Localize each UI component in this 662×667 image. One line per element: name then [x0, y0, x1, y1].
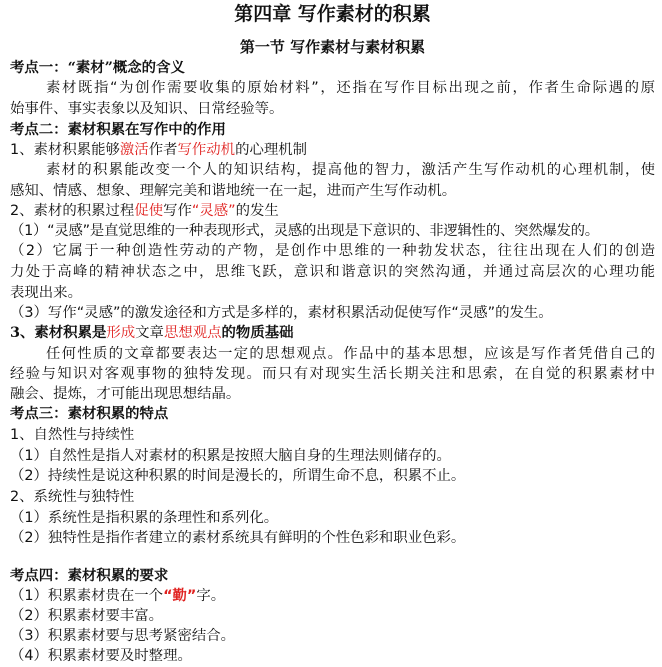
item1-text-e: 的心理机制: [235, 142, 308, 158]
point4-req3: （3）积累素材要与思考紧密结合。: [10, 628, 236, 644]
point2-item1-title: [10, 140, 655, 160]
chapter-title: 第四章 写作素材的积累: [234, 3, 431, 25]
point3-sub2-item1: （1）系统性是指积累的条理性和系列化。: [10, 510, 279, 526]
point1-paragraph-line1: 素材既指“为创作需要收集的原始材料”，还指在写作目标出现之前，作者生命际遇的原: [46, 80, 655, 96]
item3-text-e: 的物质基础: [221, 324, 294, 341]
point3-sub2-title: 2、系统性与独特性: [10, 489, 135, 505]
point2-item2-sub3: （3）写作“灵感”的激发途径和方式是多样的，素材积累活动促使写作“灵感”的发生。: [10, 305, 553, 321]
req1-text-a: （1）积累素材贵在一个: [10, 588, 164, 604]
item3-highlight-viewpoint: 思想观点: [163, 325, 222, 341]
point3-sub1-title: 1、自然性与持续性: [10, 427, 135, 443]
item3-text-c: 文章: [135, 325, 164, 341]
point1-paragraph-line2: 始事件、事实表象以及知识、日常经验等。: [10, 101, 284, 117]
item2-highlight-inspiration: “灵感”: [191, 203, 236, 219]
point2-item3-paragraph-line3: 融会、提炼，才可能出现思想结晶。: [10, 386, 241, 402]
point3-heading: 考点三：素材积累的特点: [10, 405, 169, 422]
item1-highlight-activate: 激活: [119, 142, 149, 158]
point2-item1-paragraph-line2: 感知、情感、想象、理解完美和谐地统一在一起，进而产生写作动机。: [10, 183, 457, 199]
point4-req4: （4）积累素材要及时整理。: [10, 648, 192, 664]
point2-item2-sub1: （1）“灵感”是直觉思维的一种表现形式，灵感的出现是下意识的、非逻辑性的、突然爆发的。: [10, 223, 599, 239]
point3-sub2-item2: （2）独特性是指作者建立的素材系统具有鲜明的个性色彩和职业色彩。: [10, 530, 466, 546]
point3-sub1-item1: （1）自然性是指人对素材的积累是按照大脑自身的生理法则储存的。: [10, 448, 451, 464]
point3-sub1-item2: （2）持续性是说这种积累的时间是漫长的，所谓生命不息，积累不止。: [10, 468, 466, 484]
point2-item2-sub2-line1: （2）它属于一种创造性劳动的产物，是创作中思维的一种勃发状态，往往出现在人们的创造: [10, 243, 655, 259]
point2-item2-sub2-line3: 表现出来。: [10, 285, 82, 301]
item1-text-c: 作者: [148, 142, 178, 158]
point2-item1-paragraph-line1: 素材的积累能改变一个人的知识结构，提高他的智力，激活产生写作动机的心理机制，使: [46, 162, 655, 178]
point2-heading: 考点二：素材积累在写作中的作用: [10, 121, 226, 138]
item1-text-a: 1、素材积累能够: [10, 142, 120, 158]
item1-highlight-motive: 写作动机: [177, 142, 236, 158]
point2-item3-paragraph-line2: 经验与知识对客观事物的独特发现。而只有对现实生活长期关注和思索，在自觉的积累素材中: [10, 366, 655, 382]
point4-req2: （2）积累素材要丰富。: [10, 608, 164, 624]
item2-text-c: 写作: [163, 203, 192, 219]
section-title: 第一节 写作素材与素材积累: [239, 38, 426, 56]
item2-highlight-promote: 促使: [134, 203, 164, 219]
req1-highlight-diligence: “勤”: [163, 588, 197, 604]
item2-text-a: 2、素材的积累过程: [10, 203, 135, 219]
point1-heading: 考点一：“素材”概念的含义: [10, 59, 185, 76]
point4-req1: [10, 586, 655, 606]
point2-item2-title: [10, 201, 655, 221]
req1-text-c: 字。: [196, 588, 226, 604]
item2-text-e: 的发生: [235, 203, 279, 219]
point2-item3-title: [10, 323, 655, 343]
point2-item2-sub2-line2: 力处于高峰的精神状态之中，思维飞跃，意识和谐意识的突然沟通，并通过高层次的心理功能: [10, 264, 655, 280]
item3-text-a: 3、素材积累是: [10, 324, 107, 341]
item3-highlight-form: 形成: [106, 325, 136, 341]
point2-item3-paragraph-line1: 任何性质的文章都要表达一定的思想观点。作品中的基本思想，应该是写作者凭借自己的: [46, 346, 655, 362]
point4-heading: 考点四：素材积累的要求: [10, 567, 169, 584]
